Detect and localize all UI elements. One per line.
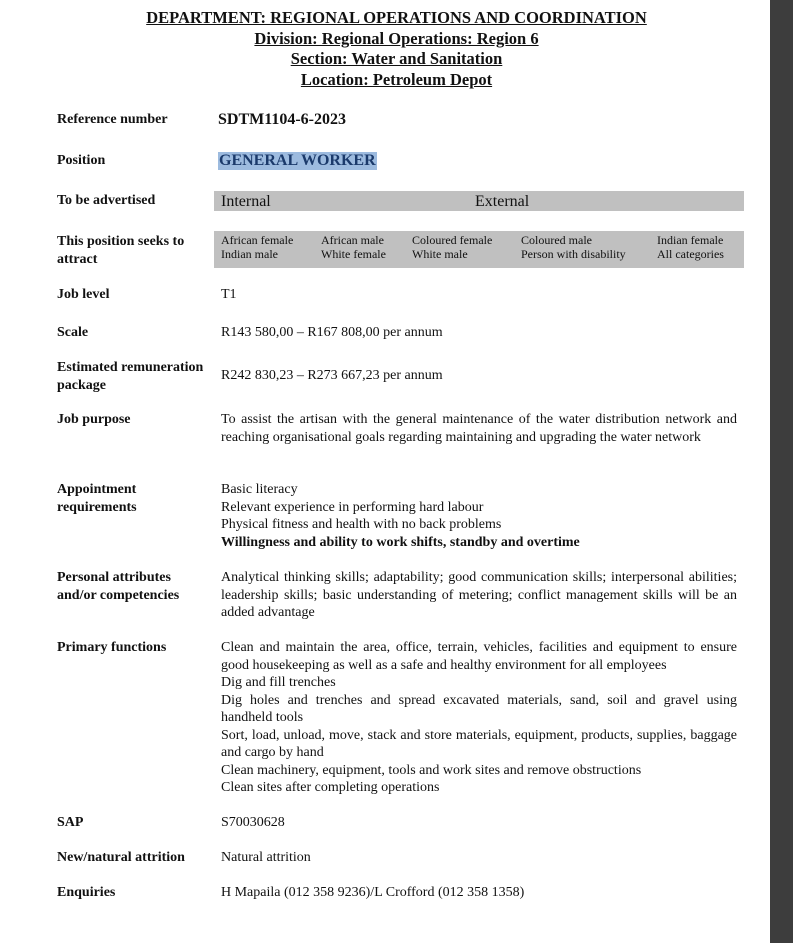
appointment-item: Willingness and ability to work shifts, standby and overtime	[221, 534, 580, 550]
appointment-label: Appointment requirements	[57, 482, 137, 515]
document-header	[0, 8, 793, 90]
job-level-value: T1	[221, 287, 237, 302]
personal-label: Personal attributes and/or competencies	[57, 570, 180, 603]
sap-value: S70030628	[221, 815, 285, 830]
window-right-edge	[770, 0, 793, 943]
job-purpose-label: Job purpose	[57, 412, 131, 427]
attract-categories	[214, 231, 744, 268]
position-value: GENERAL WORKER	[219, 152, 376, 169]
sap-label: SAP	[57, 815, 84, 830]
section-title: Section: Water and Sanitation	[290, 49, 503, 68]
advertised-external: External	[475, 193, 530, 210]
attract-category: Coloured male	[521, 233, 592, 247]
primary-list	[221, 639, 737, 797]
attrition-label: New/natural attrition	[57, 850, 185, 865]
attract-category: White female	[321, 247, 386, 261]
advertised-label: To be advertised	[57, 193, 156, 208]
reference-value: SDTM1104-6-2023	[218, 111, 346, 128]
attract-category: Coloured female	[412, 233, 493, 247]
personal-value: Analytical thinking skills; adaptability; good communication skills; interpersonal abilities; leadership skills; basic understanding of metering; conflict management skills will be an added advantage	[221, 570, 737, 620]
primary-item: Clean sites after completing operations	[221, 780, 440, 795]
advertised-bar	[214, 191, 744, 211]
job-purpose-value: To assist the artisan with the general maintenance of the water distribution network and reaching organisational goals regarding maintaining and upgrading the water network	[221, 412, 737, 445]
scale-value: R143 580,00 – R167 808,00 per annum	[221, 325, 443, 340]
appointment-item: Basic literacy	[221, 482, 298, 497]
position-label: Position	[57, 153, 106, 168]
primary-item: Dig and fill trenches	[221, 675, 336, 690]
attrition-value: Natural attrition	[221, 850, 311, 865]
enquiries-label: Enquiries	[57, 885, 116, 900]
primary-item: Dig holes and trenches and spread excavated materials, sand, soil and gravel using handheld tools	[221, 692, 737, 725]
location-title: Location: Petroleum Depot	[300, 69, 493, 89]
attract-category: Indian male	[221, 247, 278, 261]
enquiries-value: H Mapaila (012 358 9236)/L Crofford (012 358 1358)	[221, 885, 525, 900]
attract-category: African female	[221, 233, 294, 247]
division-title: Division: Regional Operations: Region 6	[254, 28, 539, 48]
attract-category: White male	[412, 247, 468, 261]
primary-item: Clean and maintain the area, office, terrain, vehicles, facilities and equipment to ensure good housekeeping as well as a safe and healthy environment for all employees	[221, 640, 737, 673]
attract-label: This position seeks to attract	[57, 234, 185, 267]
remuneration-label: Estimated remuneration package	[57, 360, 204, 393]
department-title: DEPARTMENT: REGIONAL OPERATIONS AND COORDINATION	[146, 8, 647, 27]
reference-label: Reference number	[57, 112, 168, 127]
appointment-item: Physical fitness and health with no back problems	[221, 517, 502, 532]
appointment-item: Relevant experience in performing hard labour	[221, 499, 484, 515]
appointment-list	[221, 481, 737, 551]
scale-label: Scale	[57, 325, 89, 340]
remuneration-value: R242 830,23 – R273 667,23 per annum	[221, 368, 443, 383]
primary-item: Sort, load, unload, move, stack and store materials, equipment, products, supplies, baggage and cargo by hand	[221, 727, 737, 760]
job-level-label: Job level	[57, 287, 110, 302]
primary-item: Clean machinery, equipment, tools and work sites and remove obstructions	[221, 762, 642, 778]
attract-category: Indian female	[657, 233, 724, 247]
advertised-internal: Internal	[221, 193, 271, 210]
attract-category: Person with disability	[521, 247, 626, 261]
attract-category: African male	[321, 233, 384, 247]
primary-label: Primary functions	[57, 640, 167, 655]
attract-category: All categories	[657, 247, 724, 261]
